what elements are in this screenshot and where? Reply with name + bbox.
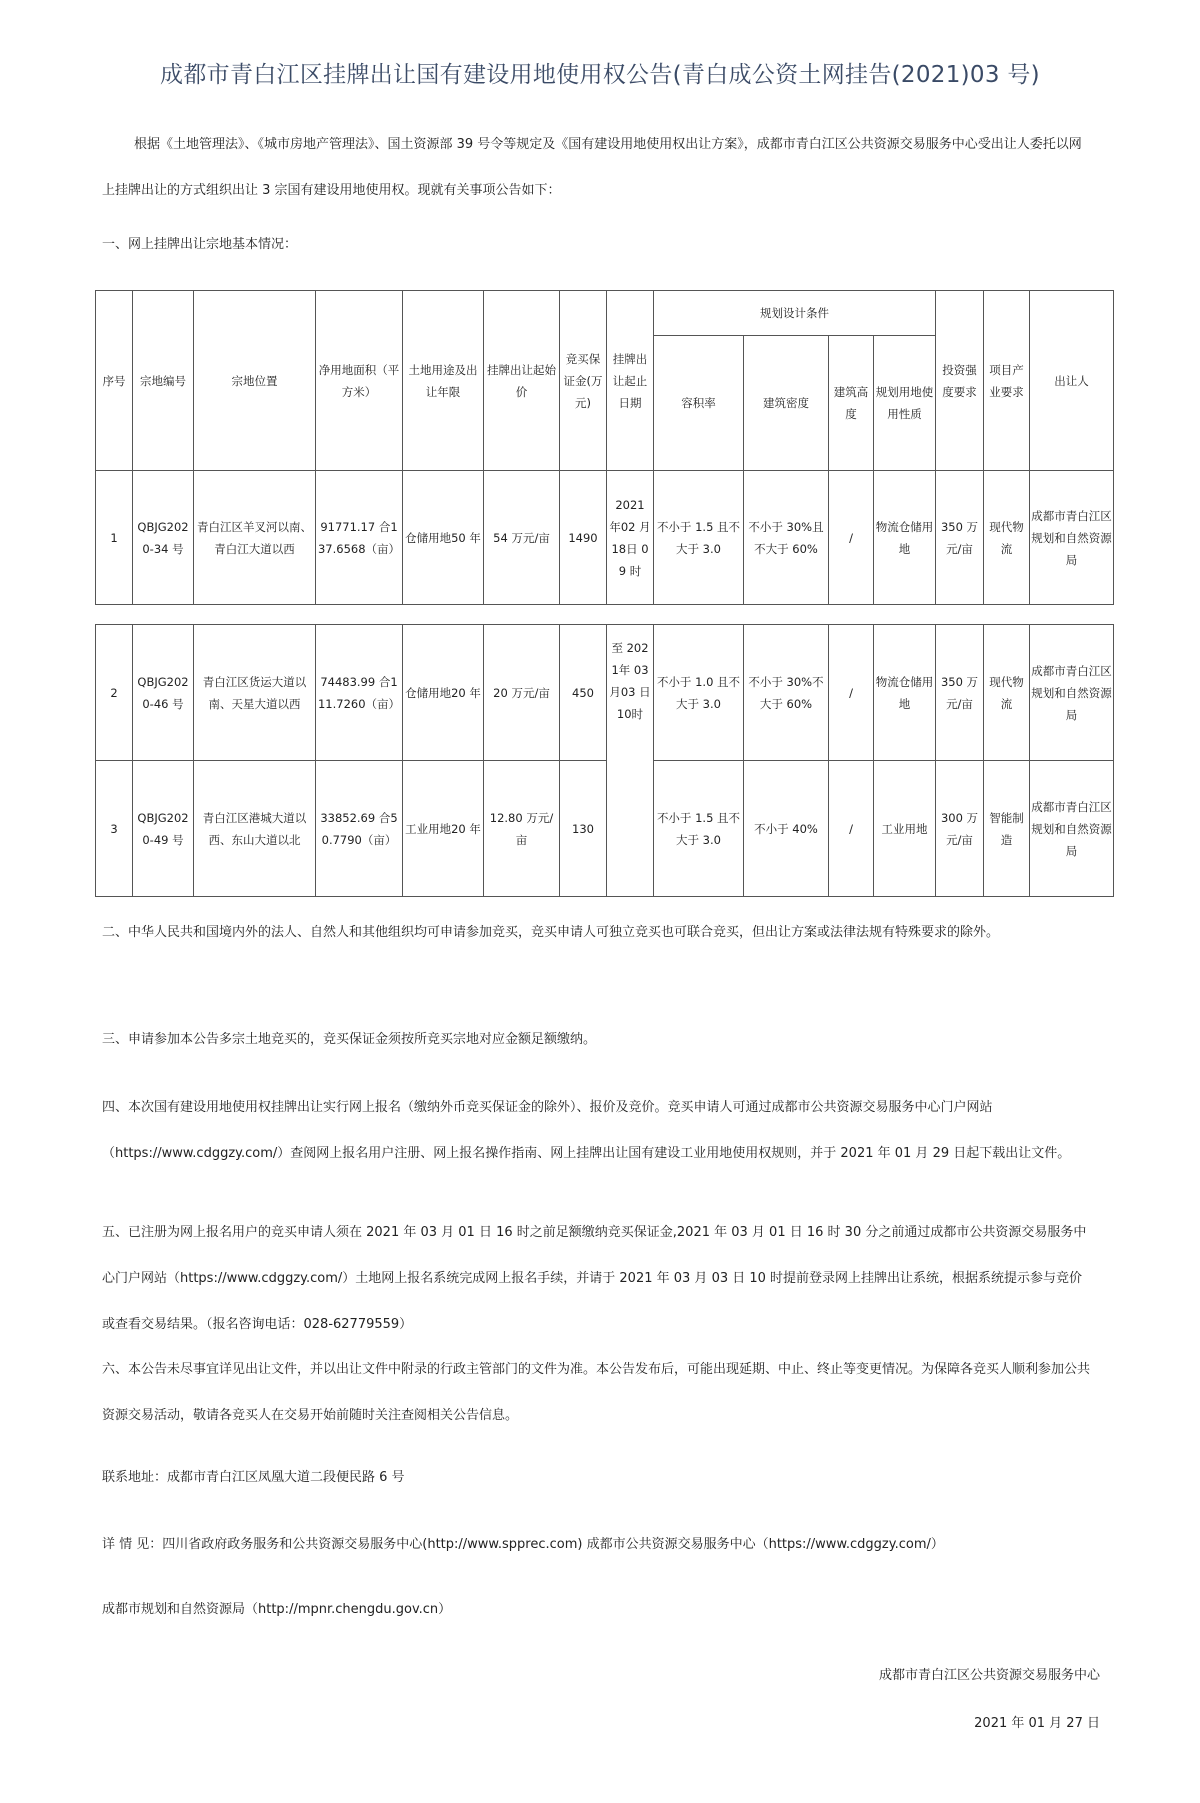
cell-height: / [829,471,874,605]
cell-area: 33852.69 合50.7790（亩） [316,761,403,897]
cell-area: 74483.99 合111.7260（亩） [316,625,403,761]
cell-planned-use: 物流仓储用地 [874,625,936,761]
header-industry: 项目产业要求 [984,291,1030,471]
cell-location: 青白江区羊叉河以南、青白江大道以西 [194,471,316,605]
table-row [96,761,1114,897]
details-links-2: 成都市规划和自然资源局（http://mpnr.chengdu.gov.cn） [102,1602,452,1617]
cell-date: 2021 年02 月 18日 09 时 [607,471,654,605]
cell-code: QBJG2020-49 号 [133,761,194,897]
cell-industry: 智能制造 [984,761,1030,897]
cell-location: 青白江区港城大道以西、东山大道以北 [194,761,316,897]
land-table-2 [95,624,1114,897]
section-4: 四、本次国有建设用地使用权挂牌出让实行网上报名（缴纳外币竞买保证金的除外）、报价及竞价。竞买申请人可通过成都市公共资源交易服务中心门户网站（https://www.cdggzy.com/）查阅网上报名用户注册、网上报名操作指南、网上挂牌出让国有建设工业用地使用权规则，并于 2021 年 01 月 29 日起下载出让文件。 [102,1100,1071,1161]
header-deposit: 竞买保证金(万元) [560,291,607,471]
cell-grantor: 成都市青白江区规划和自然资源局 [1030,471,1114,605]
cell-density: 不小于 30%且不大于 60% [744,471,829,605]
cell-use: 仓储用地50 年 [403,471,484,605]
cell-deposit: 450 [560,625,607,761]
cell-height: / [829,761,874,897]
header-planning: 规划设计条件 [654,291,936,336]
section-5: 五、已注册为网上报名用户的竞买申请人须在 2021 年 03 月 01 日 16 时之前足额缴纳竞买保证金,2021 年 03 月 01 日 16 时 30 分之前通过成都市公共资源交易服务中心门户网站（https://www.cdggzy.com/）土地网上报名系统完成网上报名手续，并请于 2021 年 03 月 03 日 10 时提前登录网上挂牌出让系统，根据系统提示参与竞价或查看交易结果。（报名咨询电话：028-62779559） [102,1225,1087,1332]
header-planned-use: 规划用地使用性质 [874,336,936,471]
cell-code: QBJG2020-34 号 [133,471,194,605]
cell-grantor: 成都市青白江区规划和自然资源局 [1030,625,1114,761]
header-code: 宗地编号 [133,291,194,471]
cell-height: / [829,625,874,761]
section-2: 二、中华人民共和国境内外的法人、自然人和其他组织均可申请参加竞买，竞买申请人可独立竞买也可联合竞买，但出让方案或法律法规有特殊要求的除外。 [102,925,1000,940]
cell-use: 仓储用地20 年 [403,625,484,761]
cell-seq: 1 [96,471,133,605]
cell-code: QBJG2020-46 号 [133,625,194,761]
cell-industry: 现代物流 [984,625,1030,761]
signature: 成都市青白江区公共资源交易服务中心 [878,1668,1100,1683]
header-use: 土地用途及出让年限 [403,291,484,471]
table-row [96,625,1114,761]
cell-price: 12.80 万元/亩 [484,761,560,897]
header-area: 净用地面积（平方米） [316,291,403,471]
header-invest: 投资强度要求 [936,291,984,471]
cell-invest: 350 万元/亩 [936,625,984,761]
cell-plot-ratio: 不小于 1.0 且不大于 3.0 [654,625,744,761]
cell-price: 54 万元/亩 [484,471,560,605]
header-height: 建筑高度 [829,336,874,471]
cell-invest: 350 万元/亩 [936,471,984,605]
cell-deposit: 130 [560,761,607,897]
table-row [96,471,1114,605]
cell-price: 20 万元/亩 [484,625,560,761]
cell-plot-ratio: 不小于 1.5 且不大于 3.0 [654,471,744,605]
header-grantor: 出让人 [1030,291,1114,471]
cell-density: 不小于 40% [744,761,829,897]
cell-invest: 300 万元/亩 [936,761,984,897]
header-price: 挂牌出让起始价 [484,291,560,471]
header-density: 建筑密度 [744,336,829,471]
cell-plot-ratio: 不小于 1.5 且不大于 3.0 [654,761,744,897]
header-plot-ratio: 容积率 [654,336,744,471]
signature-date: 2021 年 01 月 27 日 [974,1716,1100,1731]
section-1-heading: 一、网上挂牌出让宗地基本情况： [102,237,298,252]
cell-area: 91771.17 合137.6568（亩） [316,471,403,605]
cell-use: 工业用地20 年 [403,761,484,897]
cell-seq: 3 [96,761,133,897]
header-date: 挂牌出让起止日期 [607,291,654,471]
header-location: 宗地位置 [194,291,316,471]
land-table-1 [95,290,1114,605]
page-title: 成都市青白江区挂牌出让国有建设用地使用权公告(青白成公资土网挂告(2021)03 号) [160,62,1040,88]
cell-location: 青白江区货运大道以南、天星大道以西 [194,625,316,761]
cell-planned-use: 物流仓储用地 [874,471,936,605]
cell-industry: 现代物流 [984,471,1030,605]
contact-address: 联系地址：成都市青白江区凤凰大道二段便民路 6 号 [102,1470,405,1485]
cell-date: 至 2021年 03 月03 日 10时 [607,625,654,897]
section-3: 三、申请参加本公告多宗土地竞买的，竞买保证金须按所竞买宗地对应金额足额缴纳。 [102,1032,597,1047]
section-6: 六、本公告未尽事宜详见出让文件，并以出让文件中附录的行政主管部门的文件为准。本公告发布后，可能出现延期、中止、终止等变更情况。为保障各竞买人顺利参加公共资源交易活动，敬请各竞买人在交易开始前随时关注查阅相关公告信息。 [102,1362,1091,1423]
header-seq: 序号 [96,291,133,471]
cell-deposit: 1490 [560,471,607,605]
cell-seq: 2 [96,625,133,761]
cell-grantor: 成都市青白江区规划和自然资源局 [1030,761,1114,897]
details-links: 详 情 见：四川省政府政务服务和公共资源交易服务中心(http://www.spprec.com) 成都市公共资源交易服务中心（https://www.cdggzy.com/） [102,1537,944,1552]
cell-planned-use: 工业用地 [874,761,936,897]
cell-density: 不小于 30%不大于 60% [744,625,829,761]
intro-paragraph: 根据《土地管理法》、《城市房地产管理法》、国土资源部 39 号令等规定及《国有建设用地使用权出让方案》，成都市青白江区公共资源交易服务中心受出让人委托以网上挂牌出让的方式组织出让 3 宗国有建设用地使用权。现就有关事项公告如下： [102,137,1082,198]
